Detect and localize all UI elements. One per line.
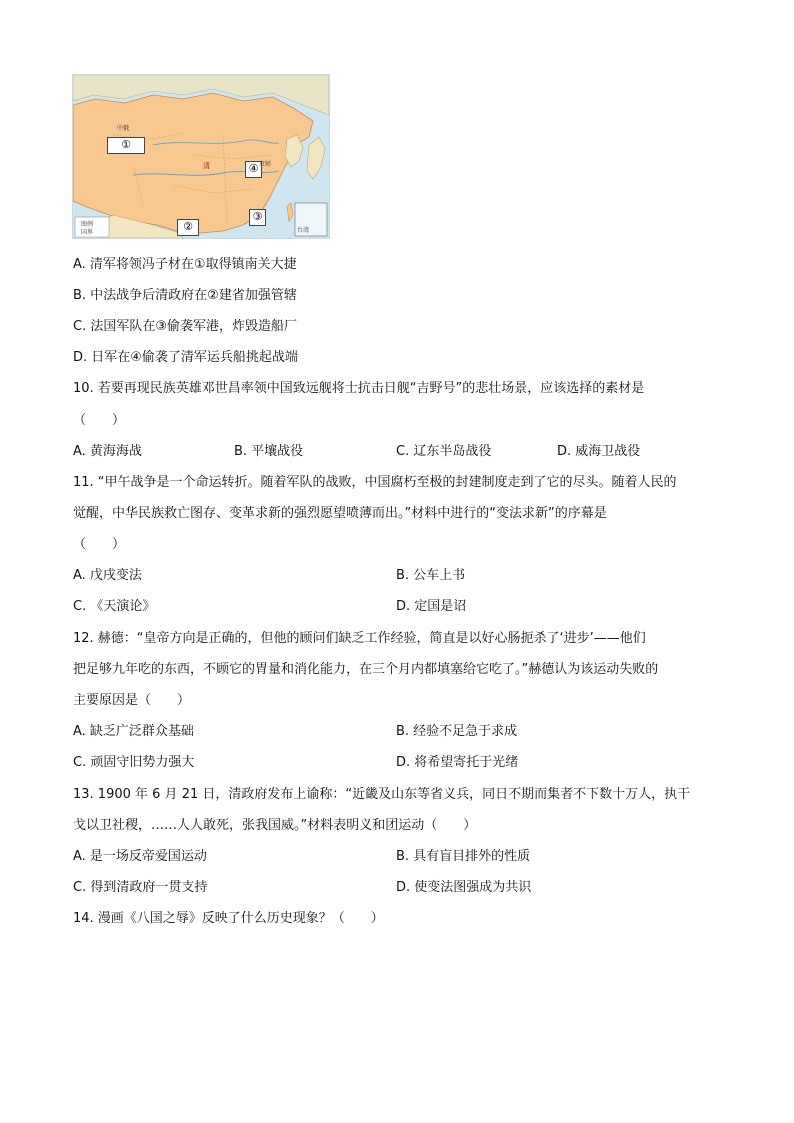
q10-option-b: B. 平壤战役 — [234, 444, 304, 459]
map-label-1: ① — [107, 137, 145, 154]
map-label-3: ③ — [249, 209, 266, 226]
q12-stem-line-3: 主要原因是（ ） — [73, 693, 191, 708]
q9-option-a: A. 清军将领冯子材在①取得镇南关大捷 — [73, 257, 297, 272]
q12-option-b: B. 经验不足急于求成 — [396, 724, 518, 739]
map-label-4: ④ — [245, 161, 262, 178]
q10-option-c: C. 辽东半岛战役 — [396, 444, 492, 459]
q12-stem-line-1: 12. 赫德：“皇帝方向是正确的，但他的顾问们缺乏工作经验，简直是以好心肠扼杀了‘进步’——他们 — [73, 631, 646, 646]
q12-option-a: A. 缺乏广泛群众基础 — [73, 724, 194, 739]
qing-map-figure — [72, 74, 330, 239]
q10-stem: 10. 若要再现民族英雄邓世昌率领中国致远舰将士抗击日舰“吉野号”的悲壮场景，应该选择的素材是 — [73, 381, 645, 396]
q13-stem-line-2: 戈以卫社稷，……人人敢死，张我国威。”材料表明义和团运动（ ） — [73, 818, 477, 833]
q12-option-c: C. 顽固守旧势力强大 — [73, 755, 195, 770]
map-place-taiwan: 台湾 — [297, 227, 310, 234]
q9-option-d: D. 日军在④偷袭了清军运兵船挑起战端 — [73, 350, 298, 365]
q10-option-a: A. 黄海海战 — [73, 444, 142, 459]
q11-option-d: D. 定国是诏 — [396, 599, 467, 614]
map-drawing — [73, 75, 329, 238]
q9-option-c: C. 法国军队在③偷袭军港，炸毁造船厂 — [73, 319, 297, 334]
q11-option-b: B. 公车上书 — [396, 568, 466, 583]
map-legend-title: 图例 — [81, 221, 94, 228]
map-place-border: 中俄 — [117, 125, 130, 132]
q13-stem-line-1: 13. 1900 年 6 月 21 日，清政府发布上谕称：“近畿及山东等省义兵，同日不期而集者不下数十万人，执干 — [73, 787, 691, 802]
q9-option-b: B. 中法战争后清政府在②建省加强管辖 — [73, 288, 297, 303]
map-legend-border: 国界 — [81, 229, 94, 236]
q11-stem-line-3: （ ） — [73, 537, 126, 552]
q13-option-c: C. 得到清政府一贯支持 — [73, 880, 208, 895]
map-place-qing: 清 — [203, 162, 210, 170]
q13-option-a: A. 是一场反帝爱国运动 — [73, 849, 207, 864]
q12-option-d: D. 将希望寄托于光绪 — [396, 755, 519, 770]
q12-stem-line-2: 把足够九年吃的东西，不顾它的胃量和消化能力，在三个月内都填塞给它吃了。”赫德认为该运动失败的 — [73, 662, 659, 677]
q14-stem: 14. 漫画《八国之辱》反映了什么历史现象？（ ） — [73, 911, 384, 926]
q10-option-d: D. 威海卫战役 — [557, 444, 641, 459]
q13-option-d: D. 使变法图强成为共识 — [396, 880, 532, 895]
q13-option-b: B. 具有盲目排外的性质 — [396, 849, 531, 864]
q11-option-c: C. 《天演论》 — [73, 599, 156, 614]
q11-option-a: A. 戊戌变法 — [73, 568, 142, 583]
map-place-capital: 京师 — [259, 161, 272, 168]
q11-stem-line-1: 11. “甲午战争是一个命运转折。随着军队的战败，中国腐朽至极的封建制度走到了它的尽头。随着人民的 — [73, 475, 677, 490]
map-label-2: ② — [177, 219, 199, 236]
q10-blank: （ ） — [73, 413, 126, 428]
q11-stem-line-2: 觉醒，中华民族救亡图存、变革求新的强烈愿望喷薄而出。”材料中进行的“变法求新”的序幕是 — [73, 506, 607, 521]
